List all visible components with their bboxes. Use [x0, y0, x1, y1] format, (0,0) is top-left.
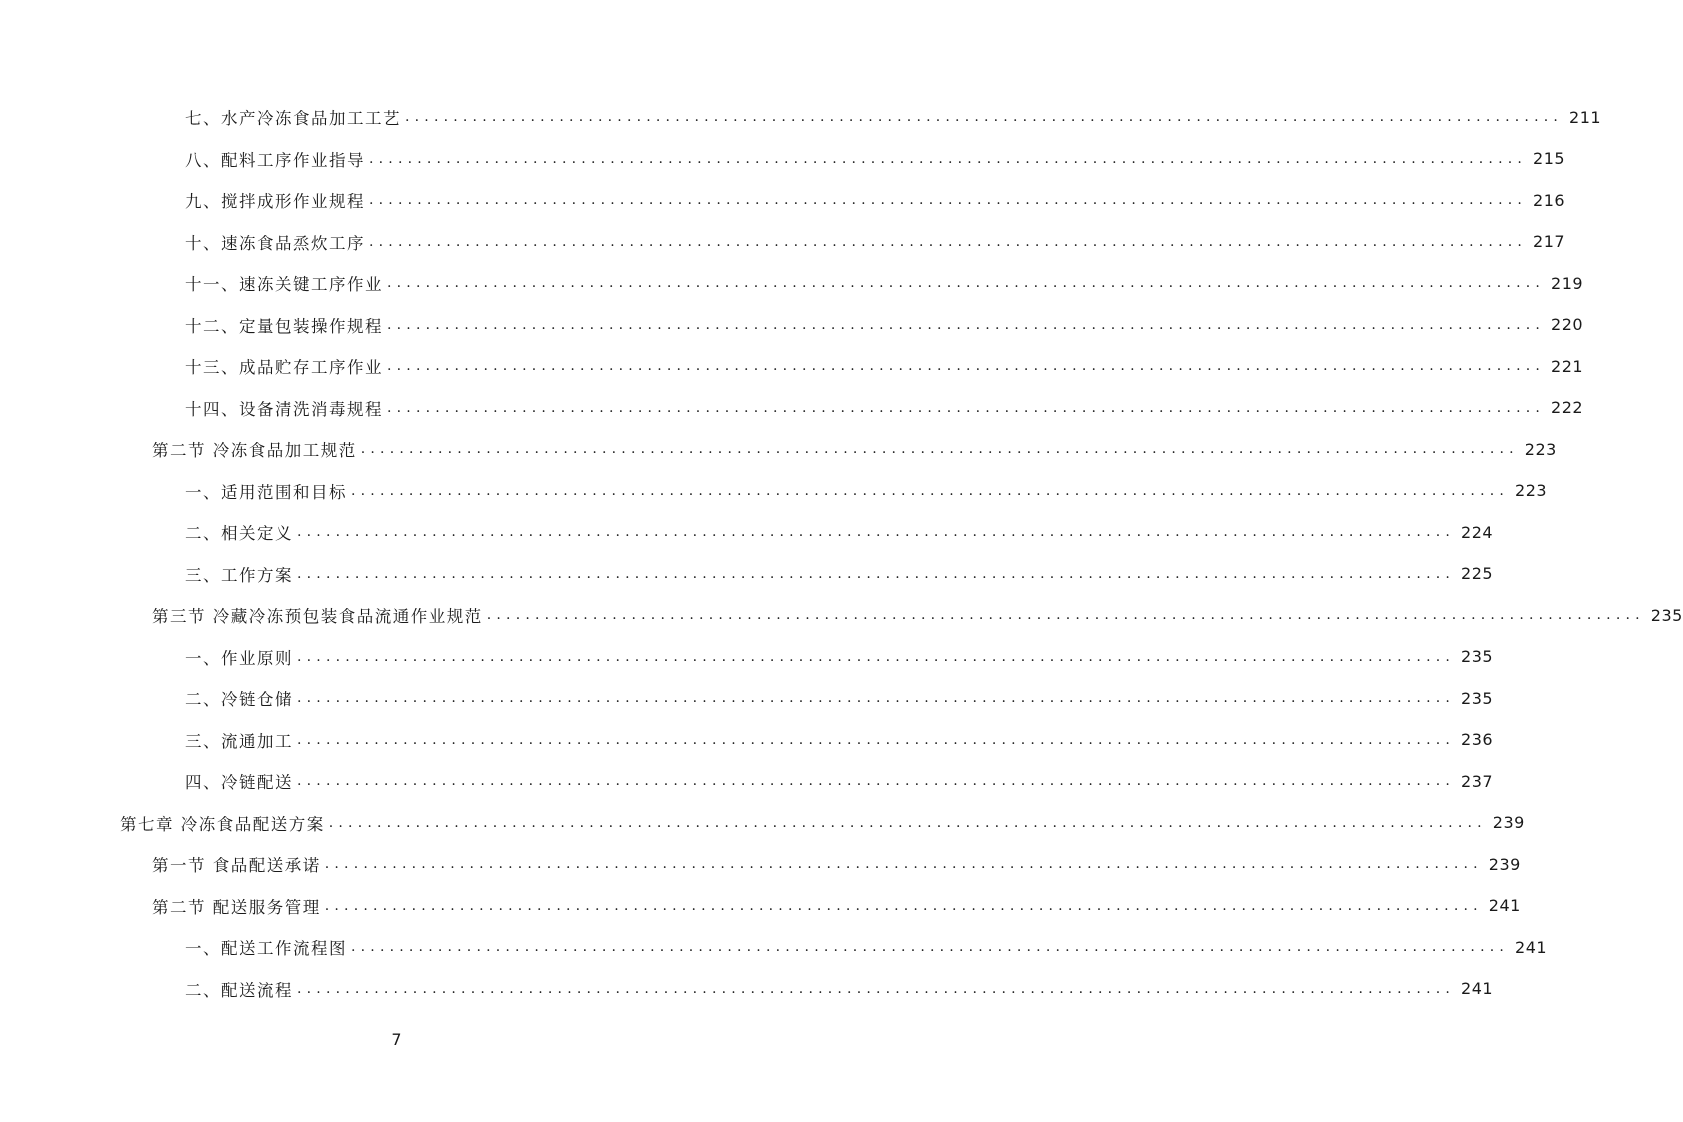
toc-entry[interactable]: [185, 228, 1566, 256]
toc-entry-page: 217: [1533, 232, 1566, 251]
toc-entry-page: 236: [1461, 730, 1494, 749]
toc-entry[interactable]: [185, 311, 1584, 339]
toc-entry-title: 十四、设备清洗消毒规程: [185, 399, 383, 419]
toc-entry-title: 十、速冻食品烝炊工序: [185, 233, 365, 253]
toc-entry-page: 235: [1461, 688, 1494, 708]
toc-entry-title: 十二、定量包装操作规程: [185, 316, 383, 336]
toc-dot-leader: ........................................................................................................................: [297, 980, 1456, 997]
toc-entry-title: 十一、速冻关键工序作业: [185, 275, 383, 294]
toc-entry-title: 十三、成品贮存工序作业: [185, 358, 383, 377]
toc-entry-page: 241: [1488, 896, 1521, 915]
toc-entry-page: 219: [1551, 273, 1584, 293]
toc-entry-page: 224: [1461, 522, 1494, 542]
toc-entry-page: 235: [1461, 647, 1494, 666]
toc-dot-leader: ........................................................................................................................: [387, 275, 1546, 291]
toc-entry-page: 235: [1650, 605, 1683, 625]
toc-entry[interactable]: [185, 767, 1494, 795]
page-number: 7: [391, 1030, 402, 1049]
toc-dot-leader: ........................................................................................................................: [297, 565, 1456, 582]
toc-entry[interactable]: [185, 933, 1548, 961]
toc-entry[interactable]: [185, 477, 1548, 505]
toc-entry-title: 第七章 冷冻食品配送方案: [120, 814, 325, 834]
toc-entry[interactable]: [152, 435, 1557, 463]
toc-entry[interactable]: [185, 394, 1584, 422]
toc-dot-leader: ........................................................................................................................: [369, 192, 1528, 208]
toc-entry-page: 211: [1569, 107, 1602, 127]
toc-entry[interactable]: [185, 518, 1494, 546]
toc-entry-title: 二、冷链仓储: [185, 690, 293, 709]
toc-entry-title: 七、水产冷冻食品加工工艺: [185, 109, 401, 128]
toc-dot-leader: ........................................................................................................................: [369, 150, 1528, 167]
toc-entry-page: 215: [1533, 149, 1566, 168]
toc-entry-page: 223: [1515, 481, 1548, 500]
toc-entry-title: 一、作业原则: [185, 648, 293, 668]
toc-entry-title: 第一节 食品配送承诺: [152, 856, 321, 875]
toc-entry[interactable]: [152, 850, 1521, 878]
toc-dot-leader: ........................................................................................................................: [351, 939, 1510, 955]
toc-entry[interactable]: [185, 269, 1584, 297]
toc-entry-page: 241: [1515, 937, 1548, 957]
toc-entry[interactable]: [185, 103, 1602, 131]
toc-entry-title: 四、冷链配送: [185, 773, 293, 792]
toc-entry[interactable]: [185, 975, 1494, 1003]
toc-dot-leader: ........................................................................................................................: [328, 814, 1487, 831]
toc-dot-leader: ........................................................................................................................: [369, 233, 1528, 250]
toc-entry-title: 八、配料工序作业指导: [185, 150, 365, 170]
toc-dot-leader: ........................................................................................................................: [324, 856, 1483, 872]
toc-entry[interactable]: [185, 684, 1494, 712]
toc-entry[interactable]: [185, 643, 1494, 671]
toc-entry[interactable]: [120, 809, 1525, 837]
toc-dot-leader: ........................................................................................................................: [297, 524, 1456, 540]
toc-entry-title: 九、搅拌成形作业规程: [185, 192, 365, 211]
toc-dot-leader: ........................................................................................................................: [387, 399, 1546, 416]
toc-entry-page: 221: [1551, 356, 1584, 376]
toc-entry[interactable]: [152, 892, 1521, 920]
toc-entry-page: 239: [1488, 854, 1521, 874]
toc-entry[interactable]: [185, 352, 1584, 380]
toc-entry-title: 一、适用范围和目标: [185, 482, 347, 502]
toc-dot-leader: ........................................................................................................................: [387, 358, 1546, 374]
toc-entry-page: 220: [1551, 315, 1584, 334]
toc-entry-title: 第二节 配送服务管理: [152, 897, 321, 917]
toc-dot-leader: ........................................................................................................................: [486, 607, 1645, 623]
toc-entry-title: 三、工作方案: [185, 565, 293, 585]
toc-entry-title: 第三节 冷藏冷冻预包装食品流通作业规范: [152, 607, 483, 626]
toc-entry-title: 一、配送工作流程图: [185, 939, 347, 958]
toc-dot-leader: ........................................................................................................................: [405, 109, 1564, 125]
toc-entry[interactable]: [185, 726, 1494, 754]
toc-entry-title: 二、相关定义: [185, 524, 293, 543]
toc-dot-leader: ........................................................................................................................: [297, 773, 1456, 789]
toc-entry-page: 225: [1461, 564, 1494, 583]
toc-entry-page: 222: [1551, 398, 1584, 417]
toc-entry-page: 216: [1533, 190, 1566, 210]
toc-entry[interactable]: [152, 601, 1683, 629]
toc-dot-leader: ........................................................................................................................: [360, 441, 1519, 457]
toc-entry-page: 237: [1461, 771, 1494, 791]
toc-dot-leader: ........................................................................................................................: [297, 731, 1456, 748]
toc-entry[interactable]: [185, 560, 1494, 588]
toc-entry-title: 三、流通加工: [185, 731, 293, 751]
toc-dot-leader: ........................................................................................................................: [324, 897, 1483, 914]
toc-entry-page: 239: [1492, 813, 1525, 832]
toc-entry[interactable]: [185, 145, 1566, 173]
toc-dot-leader: ........................................................................................................................: [387, 316, 1546, 333]
toc-entry-page: 223: [1524, 439, 1557, 459]
toc-entry-title: 二、配送流程: [185, 980, 293, 1000]
toc-entry-title: 第二节 冷冻食品加工规范: [152, 441, 357, 460]
toc-dot-leader: ........................................................................................................................: [351, 482, 1510, 499]
toc-entry[interactable]: [185, 186, 1566, 214]
toc-dot-leader: ........................................................................................................................: [297, 648, 1456, 665]
toc-entry-page: 241: [1461, 979, 1494, 998]
toc-dot-leader: ........................................................................................................................: [297, 690, 1456, 706]
